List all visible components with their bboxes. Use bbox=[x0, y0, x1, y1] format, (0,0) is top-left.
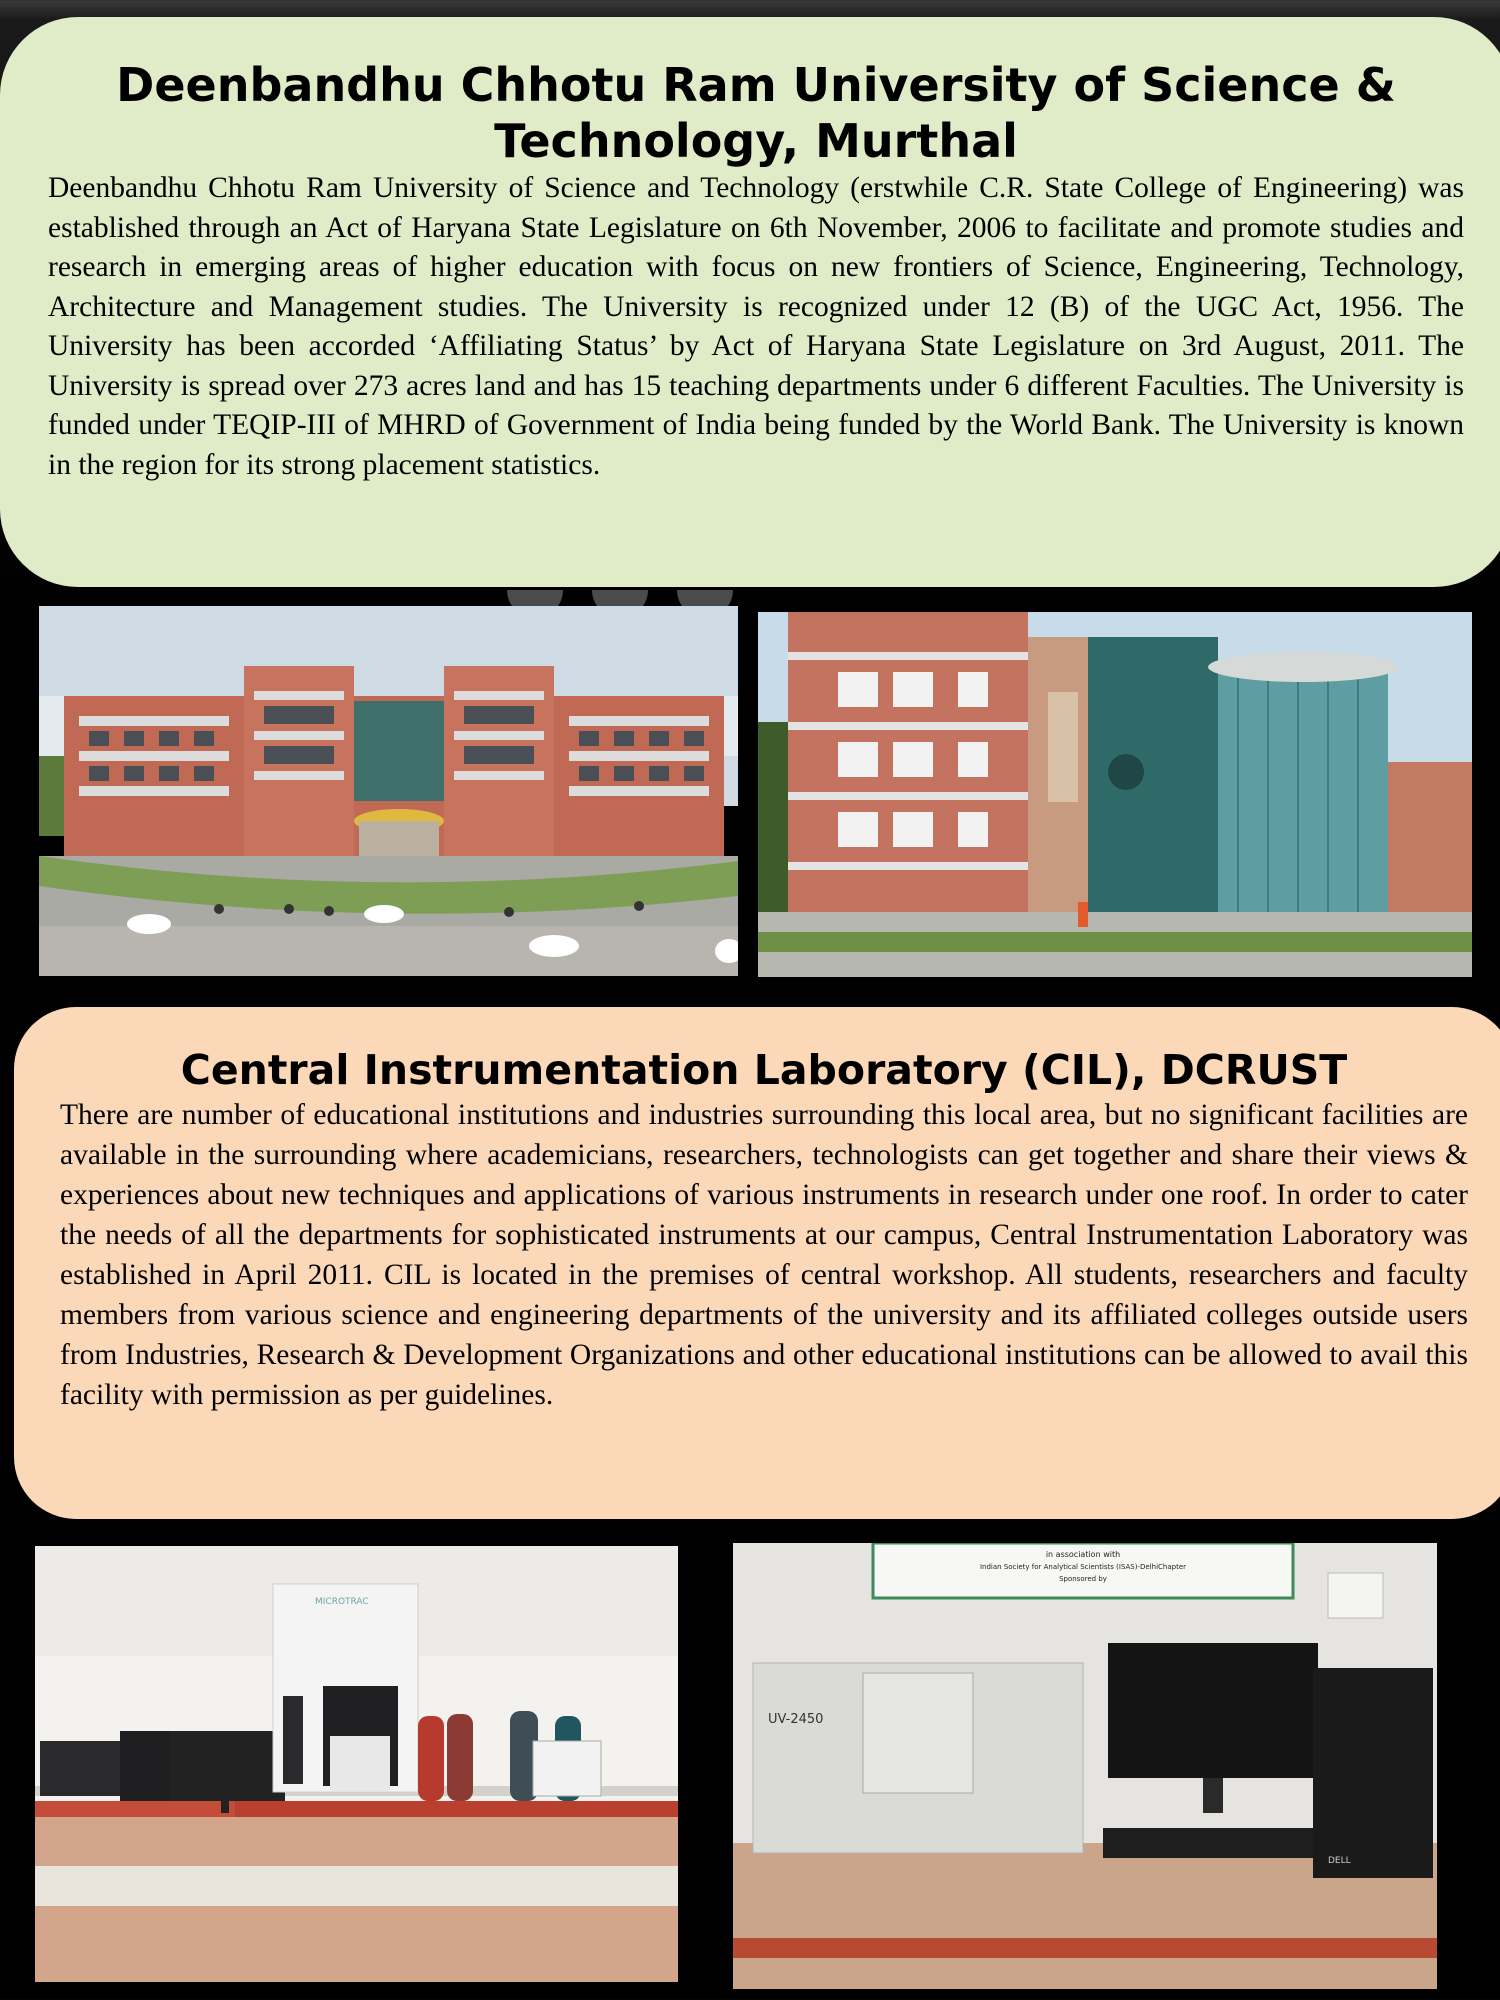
lab-analyzer-photo bbox=[35, 1546, 678, 1982]
university-intro-panel bbox=[0, 17, 1500, 587]
instrument-label: UV-2450 bbox=[768, 1712, 824, 1727]
campus-building-photo bbox=[39, 606, 738, 976]
lab-banner-line1: in association with bbox=[1045, 1550, 1121, 1559]
university-title: Deenbandhu Chhotu Ram University of Science & Technology, Murthal bbox=[116, 58, 1396, 168]
lab-banner-line2: Indian Society for Analytical Scientists (ISAS)-DelhiChapter bbox=[979, 1563, 1187, 1571]
monitor-brand-label: DELL bbox=[1328, 1856, 1351, 1866]
cil-title: Central Instrumentation Laboratory (CIL), DCRUST bbox=[180, 1046, 1348, 1094]
cil-intro-panel bbox=[14, 1007, 1500, 1519]
glass-building-photo bbox=[758, 612, 1472, 977]
uv-spectrophotometer-photo bbox=[733, 1543, 1437, 1989]
lab-banner-line3: Sponsored by bbox=[1059, 1575, 1107, 1583]
university-description: Deenbandhu Chhotu Ram University of Science and Technology (erstwhile C.R. State College of Engineering) was established through an Act of Haryana State Legislature on 6th November, 2006 to facilitate and promote studies and research in emerging areas of higher education with focus on new frontiers of Science, Engineering, Technology, Architecture and Management studies. The University is recognized under 12 (B) of the UGC Act, 1956. The University has been accorded ‘Affiliating Status’ by Act of Haryana State Legislature on 3rd August, 2011. The University is spread over 273 acres land and has 15 teaching departments under 6 different Faculties. The University is funded under TEQIP-III of MHRD of Government of India being funded by the World Bank. The University is known in the region for its strong placement statistics. bbox=[48, 172, 1464, 481]
analyzer-brand-label: MICROTRAC bbox=[315, 1597, 369, 1607]
cil-description: There are number of educational institutions and industries surrounding this local area, but no significant facilities are available in the surrounding where academicians, researchers, technologists can get together and share their views & experiences about new techniques and applications of various instruments in research under one roof. In order to cater the needs of all the departments for sophisticated instruments at our campus, Central Instrumentation Laboratory was established in April 2011. CIL is located in the premises of central workshop. All students, researchers and faculty members from various science and engineering departments of the university and its affiliated colleges outside users from Industries, Research & Development Organizations and other educational institutions can be allowed to avail this facility with permission as per guidelines. bbox=[60, 1099, 1468, 1411]
